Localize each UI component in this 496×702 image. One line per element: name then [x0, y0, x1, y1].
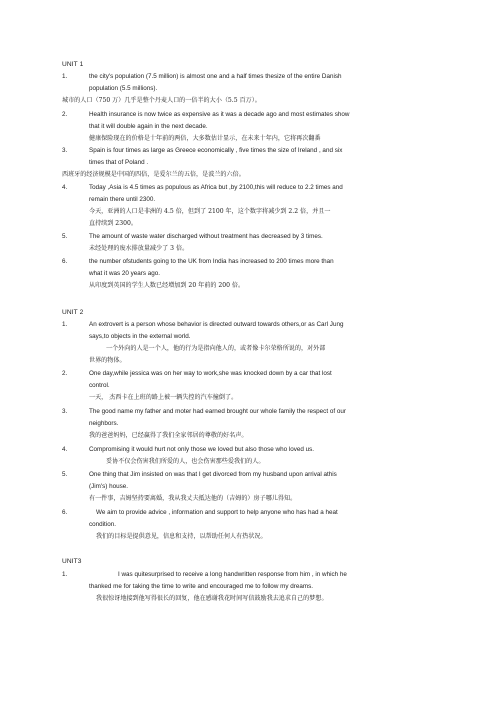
u1-item3-zh: 西班牙的经济规模是中国的四倍，是爱尔兰的五倍，是波兰的六倍。: [62, 171, 245, 178]
u1-item4-num: 4.: [62, 184, 68, 191]
u1-item6-en-line1: the number ofstudents going to the UK from India has increased to 200 times more than: [89, 258, 334, 265]
u2-item5-num: 5.: [62, 471, 68, 478]
u1-item4-en-line1: Today ,Asia is 4.5 times as populous as Africa but ,by 2100,this will reduce to 2.2 times and: [89, 184, 343, 191]
u2-item4-num: 4.: [62, 446, 68, 453]
unit3-heading: UNIT3: [62, 558, 82, 565]
u1-item6-en-line2: what it was 20 years ago.: [89, 270, 161, 277]
u1-item4-en-line2: remain there until 2300.: [89, 196, 156, 203]
u1-item2-zh: 健康保险现在的价格是十年前的两倍，大多数估计显示，在未来十年内，它将再次翻番: [89, 135, 321, 142]
u1-item1-zh: 城市的人口（750 万）几乎是整个丹麦人口的一倍半的大小（5.5 百万）。: [62, 97, 261, 104]
u1-item3-num: 3.: [62, 147, 68, 154]
u2-item6-en-line1: We aim to provide advice , information and support to help anyone who has had a heat: [96, 509, 338, 516]
u3-item1-en-line1: I was quitesurprised to receive a long handwritten response from him , in which he: [118, 571, 347, 578]
unit1-heading: UNIT 1: [62, 61, 84, 68]
u1-item2-num: 2.: [62, 111, 68, 118]
u2-item6-zh: 我们的目标是提供意见，信息和支持，以帮助任何人有热状况。: [96, 533, 267, 540]
u1-item6-num: 6.: [62, 258, 68, 265]
u1-item1-en-line1: the city's population (7.5 million) is almost one and a half times thesize of the entire Danish: [89, 73, 342, 80]
u2-item2-en-line2: control.: [89, 382, 110, 389]
u2-item1-zh-line1: 一个外向的人是一个人，他的行为是指向他人的，或者像卡尔荣格所说的，对外部: [106, 345, 326, 352]
u2-item6-en-line2: condition.: [89, 521, 116, 528]
u1-item3-en-line1: Spain is four times as large as Greece economically , five times the size of Ireland , and six: [89, 147, 343, 154]
u1-item1-num: 1.: [62, 73, 68, 80]
u2-item5-en-line2: (Jim's) house.: [89, 483, 128, 490]
u1-item6-zh: 从印度到英国的学生人数已经增加到 20 年前的 200 倍。: [89, 282, 245, 289]
u2-item3-en-line2: neighbors.: [89, 420, 119, 427]
u2-item3-en-line1: The good name my father and moter had earned brought our whole family the respect of our: [89, 408, 346, 415]
u1-item4-zh-line1: 今天，亚洲的人口是非洲的 4.5 倍，但到了 2100 年，这个数字将减少到 2.2 倍，并且一: [89, 208, 331, 215]
u2-item3-zh: 我的爸爸妈妈，已经赢得了我们全家邻居的尊敬的好名声。: [89, 432, 248, 439]
u1-item4-zh-line2: 直持续到 2300。: [89, 220, 137, 227]
u2-item4-zh: 妥协不仅会伤害我们所爱的人，也会伤害那些爱我们的人。: [106, 458, 265, 465]
u1-item2-en-line2: that it will double again in the next decade.: [89, 123, 208, 130]
u2-item2-en-line1: One day,while jessica was on her way to work,she was knocked down by a car that lost: [89, 370, 332, 377]
u2-item1-num: 1.: [62, 321, 68, 328]
u3-item1-en-line2: thanked me for taking the time to write and encouraged me to follow my dreams.: [89, 583, 314, 590]
u1-item3-en-line2: times that of Poland .: [89, 159, 149, 166]
u1-item5-en-line1: The amount of waste water discharged without treatment has decreased by 3 times.: [89, 233, 323, 240]
u1-item5-num: 5.: [62, 233, 68, 240]
u2-item1-zh-line2: 世界的物体。: [89, 357, 126, 364]
u2-item4-en-line1: Compromising it would hurt not only those we loved but also those who loved us.: [89, 446, 315, 453]
u2-item1-en-line1: An extrovert is a person whose behavior is directed outward towards others,or as Carl Jung: [89, 321, 344, 328]
u2-item1-en-line2: says,to objects in the external world.: [89, 333, 191, 340]
u1-item5-zh: 未经处理的废水排放量减少了 3 倍。: [89, 245, 189, 252]
u2-item6-num: 6.: [62, 509, 68, 516]
u2-item5-zh: 有一件事，吉姆坚持要离婚，我从我丈夫抵达他的（吉姆的）房子哪儿得知。: [89, 495, 297, 502]
u1-item2-en-line1: Health insurance is now twice as expensive as it was a decade ago and most estimates show: [89, 111, 350, 118]
unit2-heading: UNIT 2: [62, 309, 84, 316]
u1-item1-en-line2: population (5.5 millions).: [89, 85, 158, 92]
u2-item2-zh: 一天， 杰西卡在上班的路上被一辆失控的汽车撞倒了。: [89, 394, 238, 401]
u2-item2-num: 2.: [62, 370, 68, 377]
u3-item1-zh: 我很惊讶地接到他写得很长的回复，他在感谢我花时间写信鼓励我去追求自己的梦想。: [96, 595, 328, 602]
u2-item3-num: 3.: [62, 408, 68, 415]
u3-item1-num: 1.: [62, 571, 68, 578]
u2-item5-en-line1: One thing that Jim insisted on was that I get divorced from my husband upon arrival athis: [89, 471, 337, 478]
